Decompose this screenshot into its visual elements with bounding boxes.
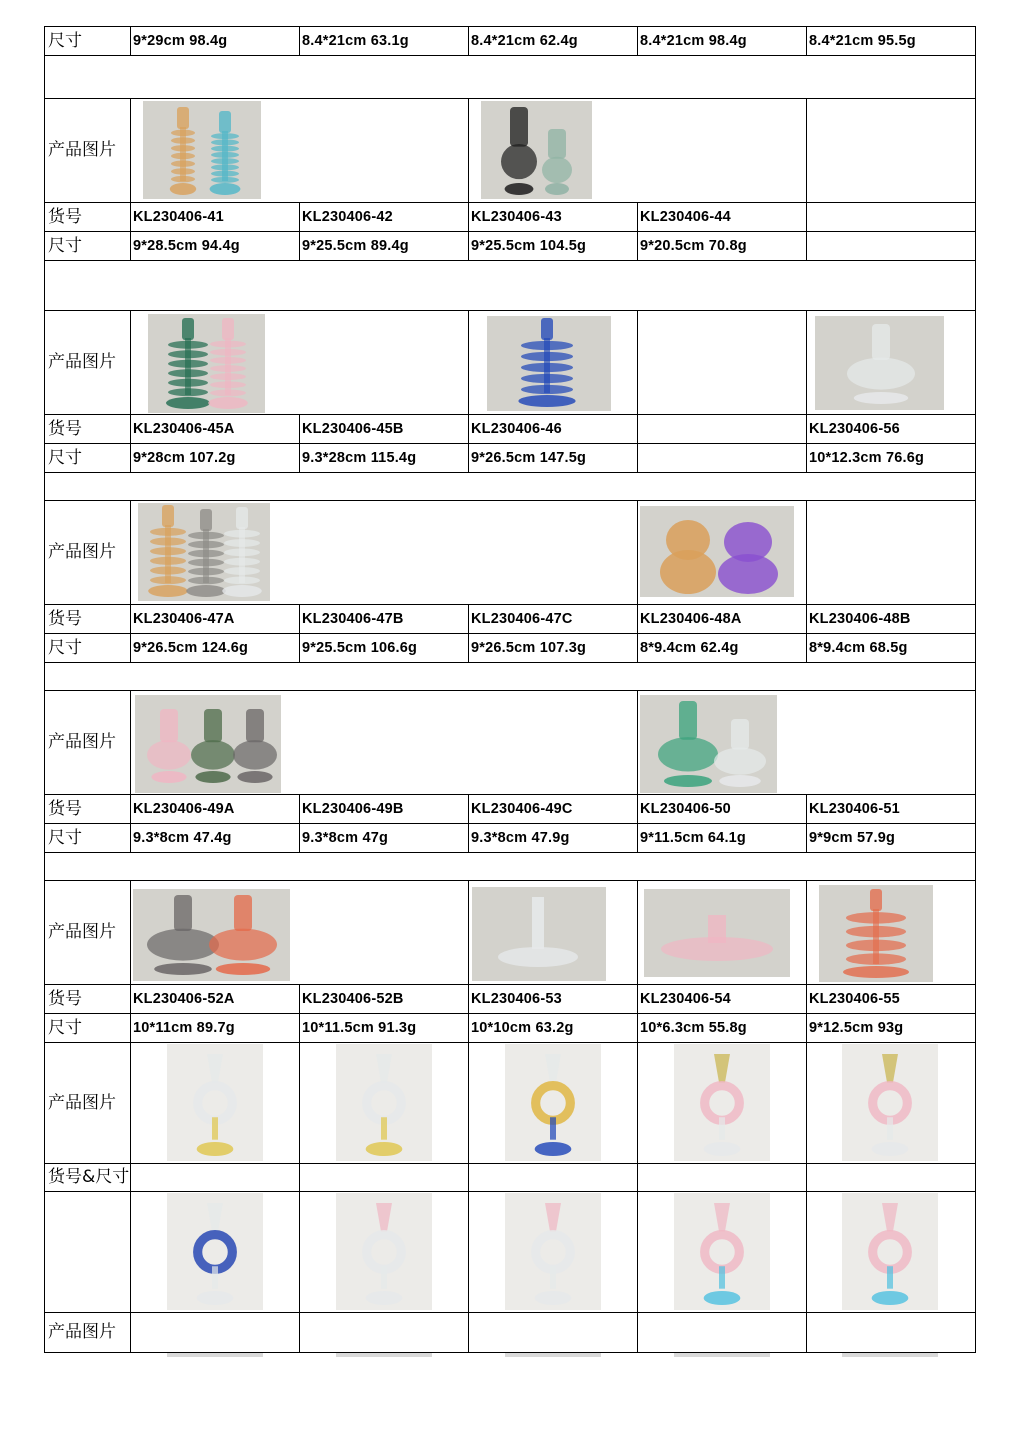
size-cell: 9*25.5cm 106.6g: [302, 640, 418, 656]
table-rule: [44, 310, 976, 311]
size-cell: 8.4*21cm 63.1g: [302, 33, 409, 49]
table-rule: [44, 984, 976, 985]
table-rule: [806, 823, 807, 853]
table-rule: [468, 231, 469, 261]
table-rule: [806, 26, 807, 56]
table-rule: [299, 231, 300, 261]
table-rule: [975, 1312, 976, 1353]
table-rule: [975, 823, 976, 853]
row-label: 尺寸: [48, 236, 82, 256]
item-code-cell: KL230406-54: [640, 991, 731, 1007]
item-code-cell: KL230406-47B: [302, 611, 404, 627]
product-photo: [505, 1044, 601, 1161]
table-rule: [806, 1312, 807, 1353]
row-label: 尺寸: [48, 638, 82, 658]
table-rule: [44, 26, 976, 27]
table-rule: [975, 231, 976, 261]
table-rule: [44, 55, 45, 99]
table-rule: [975, 690, 976, 795]
table-rule: [44, 443, 976, 444]
table-rule: [130, 1312, 131, 1353]
table-rule: [130, 633, 131, 663]
table-rule: [130, 443, 131, 473]
table-rule: [44, 662, 976, 663]
table-rule: [975, 202, 976, 232]
table-rule: [975, 1163, 976, 1192]
table-rule: [468, 880, 469, 985]
table-rule: [975, 414, 976, 444]
size-cell: 10*11.5cm 91.3g: [302, 1020, 417, 1036]
item-code-cell: KL230406-44: [640, 209, 731, 225]
table-rule: [806, 414, 807, 444]
table-rule: [637, 443, 638, 473]
table-rule: [44, 1042, 45, 1164]
table-rule: [44, 633, 976, 634]
table-rule: [130, 984, 131, 1014]
size-cell: 10*10cm 63.2g: [471, 1020, 574, 1036]
size-cell: 9*25.5cm 89.4g: [302, 238, 409, 254]
table-rule: [806, 231, 807, 261]
table-rule: [637, 1312, 638, 1353]
table-rule: [299, 1191, 300, 1313]
table-rule: [44, 202, 45, 232]
item-code-cell: KL230406-45B: [302, 421, 404, 437]
table-rule: [44, 880, 976, 881]
row-label: 货号: [48, 609, 82, 629]
table-rule: [44, 1042, 976, 1043]
table-rule: [299, 1013, 300, 1043]
table-rule: [806, 1163, 807, 1192]
table-rule: [806, 794, 807, 824]
row-label: 产品图片: [48, 1093, 116, 1113]
table-rule: [468, 98, 469, 203]
table-rule: [806, 1042, 807, 1164]
table-rule: [44, 1312, 976, 1313]
item-code-cell: KL230406-49C: [471, 801, 573, 817]
row-label: 产品图片: [48, 140, 116, 160]
table-rule: [637, 823, 638, 853]
table-rule: [806, 98, 807, 203]
row-label: 尺寸: [48, 448, 82, 468]
table-rule: [44, 98, 45, 203]
table-rule: [468, 1042, 469, 1164]
product-photo: [167, 1044, 263, 1161]
table-rule: [44, 472, 45, 501]
table-rule: [806, 500, 807, 605]
table-rule: [806, 880, 807, 985]
table-rule: [130, 1191, 131, 1313]
product-photo: [842, 1044, 938, 1161]
table-rule: [637, 231, 638, 261]
size-cell: 9*12.5cm 93g: [809, 1020, 904, 1036]
table-rule: [637, 880, 638, 985]
table-rule: [975, 984, 976, 1014]
table-rule: [299, 443, 300, 473]
table-rule: [637, 310, 638, 415]
size-cell: 9*26.5cm 124.6g: [133, 640, 249, 656]
table-rule: [975, 1042, 976, 1164]
table-rule: [975, 472, 976, 501]
product-photo: [133, 889, 290, 981]
table-rule: [975, 1191, 976, 1313]
product-photo: [842, 1193, 938, 1310]
table-rule: [130, 500, 131, 605]
table-rule: [637, 414, 638, 444]
size-cell: 9*26.5cm 147.5g: [471, 450, 587, 466]
size-cell: 8.4*21cm 95.5g: [809, 33, 916, 49]
size-cell: 8.4*21cm 62.4g: [471, 33, 578, 49]
row-label: 尺寸: [48, 828, 82, 848]
table-rule: [44, 1163, 45, 1192]
table-rule: [299, 1042, 300, 1164]
table-rule: [44, 472, 976, 473]
product-photo: [674, 1193, 770, 1310]
size-cell: 9.3*8cm 47.4g: [133, 830, 232, 846]
table-rule: [468, 26, 469, 56]
table-rule: [130, 98, 131, 203]
table-rule: [44, 1191, 45, 1313]
item-code-cell: KL230406-47A: [133, 611, 235, 627]
product-photo: [143, 101, 261, 199]
table-rule: [468, 823, 469, 853]
table-rule: [44, 662, 45, 691]
table-rule: [975, 604, 976, 634]
product-photo: [487, 316, 611, 411]
table-rule: [44, 414, 976, 415]
size-cell: 9*28cm 107.2g: [133, 450, 236, 466]
item-code-cell: KL230406-46: [471, 421, 562, 437]
product-photo: [472, 887, 606, 981]
table-rule: [299, 26, 300, 56]
table-rule: [44, 443, 45, 473]
table-rule: [975, 98, 976, 203]
row-label: 货号&尺寸: [48, 1167, 130, 1187]
product-photo: [674, 1044, 770, 1161]
product-photo: [819, 885, 933, 982]
table-rule: [299, 1312, 300, 1353]
table-rule: [130, 310, 131, 415]
table-rule: [130, 880, 131, 985]
row-label: 产品图片: [48, 352, 116, 372]
table-rule: [975, 500, 976, 605]
table-rule: [44, 231, 45, 261]
table-rule: [130, 690, 131, 795]
row-label: 产品图片: [48, 922, 116, 942]
size-cell: 9*26.5cm 107.3g: [471, 640, 587, 656]
item-code-cell: KL230406-56: [809, 421, 900, 437]
size-cell: 9*20.5cm 70.8g: [640, 238, 747, 254]
table-rule: [44, 414, 45, 444]
item-code-cell: KL230406-48B: [809, 611, 911, 627]
size-cell: 9.3*8cm 47.9g: [471, 830, 570, 846]
size-cell: 8.4*21cm 98.4g: [640, 33, 747, 49]
table-rule: [975, 55, 976, 99]
table-rule: [637, 202, 638, 232]
size-cell: 9*28.5cm 94.4g: [133, 238, 240, 254]
table-rule: [637, 690, 638, 795]
table-rule: [806, 310, 807, 415]
table-rule: [468, 1191, 469, 1313]
product-photo: [167, 1193, 263, 1310]
table-rule: [468, 414, 469, 444]
table-rule: [44, 604, 45, 634]
table-rule: [44, 794, 976, 795]
table-rule: [468, 1163, 469, 1192]
table-rule: [637, 1191, 638, 1313]
table-rule: [637, 1042, 638, 1164]
table-rule: [806, 633, 807, 663]
table-rule: [130, 1042, 131, 1164]
product-photo: [640, 506, 794, 597]
product-photo: [815, 316, 944, 410]
table-rule: [468, 310, 469, 415]
size-cell: 9*11.5cm 64.1g: [640, 830, 746, 846]
table-rule: [130, 1013, 131, 1043]
item-code-cell: KL230406-41: [133, 209, 224, 225]
table-rule: [975, 662, 976, 691]
table-rule: [637, 604, 638, 634]
table-rule: [44, 231, 976, 232]
table-rule: [44, 690, 976, 691]
table-rule: [130, 414, 131, 444]
table-rule: [975, 260, 976, 311]
table-rule: [637, 26, 638, 56]
table-rule: [44, 690, 45, 795]
row-label: 产品图片: [48, 732, 116, 752]
table-rule: [806, 1013, 807, 1043]
table-rule: [806, 604, 807, 634]
table-rule: [130, 604, 131, 634]
item-code-cell: KL230406-42: [302, 209, 393, 225]
size-cell: 9*29cm 98.4g: [133, 33, 228, 49]
size-cell: 10*11cm 89.7g: [133, 1020, 235, 1036]
table-rule: [806, 1191, 807, 1313]
table-rule: [44, 794, 45, 824]
table-rule: [44, 823, 45, 853]
table-rule: [468, 1312, 469, 1353]
table-rule: [44, 823, 976, 824]
table-rule: [975, 633, 976, 663]
table-rule: [130, 823, 131, 853]
table-rule: [130, 794, 131, 824]
row-label: 尺寸: [48, 1018, 82, 1038]
product-photo: [336, 1044, 432, 1161]
product-photo: [842, 1353, 938, 1357]
product-photo: [135, 695, 281, 793]
table-rule: [637, 500, 638, 605]
size-cell: 9*25.5cm 104.5g: [471, 238, 587, 254]
size-cell: 8*9.4cm 62.4g: [640, 640, 739, 656]
table-rule: [44, 852, 976, 853]
table-rule: [44, 26, 45, 56]
table-rule: [44, 633, 45, 663]
table-rule: [130, 1163, 131, 1192]
table-rule: [44, 1191, 976, 1192]
product-photo: [148, 314, 265, 413]
row-label: 货号: [48, 799, 82, 819]
item-code-cell: KL230406-45A: [133, 421, 235, 437]
item-code-cell: KL230406-47C: [471, 611, 573, 627]
row-label: 产品图片: [48, 1322, 116, 1342]
row-label: 产品图片: [48, 542, 116, 562]
table-rule: [44, 98, 976, 99]
table-rule: [44, 260, 45, 311]
table-rule: [468, 202, 469, 232]
table-rule: [299, 794, 300, 824]
table-rule: [299, 414, 300, 444]
size-cell: 10*6.3cm 55.8g: [640, 1020, 747, 1036]
product-photo: [505, 1193, 601, 1310]
table-rule: [44, 1312, 45, 1353]
item-code-cell: KL230406-55: [809, 991, 900, 1007]
item-code-cell: KL230406-51: [809, 801, 900, 817]
item-code-cell: KL230406-53: [471, 991, 562, 1007]
table-rule: [299, 604, 300, 634]
table-rule: [44, 880, 45, 985]
table-rule: [975, 1013, 976, 1043]
table-rule: [468, 604, 469, 634]
table-rule: [637, 794, 638, 824]
item-code-cell: KL230406-50: [640, 801, 731, 817]
product-photo: [505, 1353, 601, 1357]
table-rule: [975, 880, 976, 985]
table-rule: [44, 500, 45, 605]
table-rule: [44, 1013, 45, 1043]
table-rule: [130, 202, 131, 232]
table-rule: [44, 260, 976, 261]
table-rule: [299, 633, 300, 663]
table-rule: [130, 26, 131, 56]
table-rule: [637, 984, 638, 1014]
size-cell: 9*9cm 57.9g: [809, 830, 896, 846]
table-rule: [44, 984, 45, 1014]
item-code-cell: KL230406-48A: [640, 611, 742, 627]
table-rule: [637, 1163, 638, 1192]
table-rule: [975, 26, 976, 56]
table-rule: [299, 202, 300, 232]
table-rule: [975, 310, 976, 415]
product-photo: [336, 1353, 432, 1357]
table-rule: [44, 1013, 976, 1014]
table-rule: [44, 1163, 976, 1164]
table-rule: [44, 310, 45, 415]
table-rule: [468, 984, 469, 1014]
table-rule: [806, 202, 807, 232]
item-code-cell: KL230406-52B: [302, 991, 404, 1007]
table-rule: [806, 443, 807, 473]
product-photo: [674, 1353, 770, 1357]
product-photo: [644, 889, 790, 977]
table-rule: [468, 794, 469, 824]
size-cell: 9.3*8cm 47g: [302, 830, 389, 846]
table-rule: [299, 1163, 300, 1192]
table-rule: [468, 633, 469, 663]
item-code-cell: KL230406-49B: [302, 801, 404, 817]
table-rule: [44, 55, 976, 56]
product-photo: [138, 503, 270, 601]
table-rule: [44, 852, 45, 881]
size-cell: 10*12.3cm 76.6g: [809, 450, 925, 466]
product-photo: [481, 101, 592, 199]
row-label: 尺寸: [48, 31, 82, 51]
table-rule: [130, 231, 131, 261]
table-rule: [44, 500, 976, 501]
table-rule: [468, 1013, 469, 1043]
item-code-cell: KL230406-52A: [133, 991, 235, 1007]
table-rule: [975, 852, 976, 881]
item-code-cell: KL230406-49A: [133, 801, 235, 817]
table-rule: [975, 443, 976, 473]
size-cell: 8*9.4cm 68.5g: [809, 640, 908, 656]
table-rule: [637, 633, 638, 663]
size-cell: 9.3*28cm 115.4g: [302, 450, 417, 466]
table-rule: [44, 604, 976, 605]
row-label: 货号: [48, 989, 82, 1009]
table-rule: [44, 202, 976, 203]
product-photo: [167, 1353, 263, 1357]
product-photo: [336, 1193, 432, 1310]
table-rule: [637, 1013, 638, 1043]
table-rule: [806, 984, 807, 1014]
product-photo: [640, 695, 777, 793]
row-label: 货号: [48, 419, 82, 439]
row-label: 货号: [48, 207, 82, 227]
table-rule: [299, 984, 300, 1014]
table-rule: [299, 823, 300, 853]
item-code-cell: KL230406-43: [471, 209, 562, 225]
table-rule: [468, 443, 469, 473]
table-rule: [975, 794, 976, 824]
